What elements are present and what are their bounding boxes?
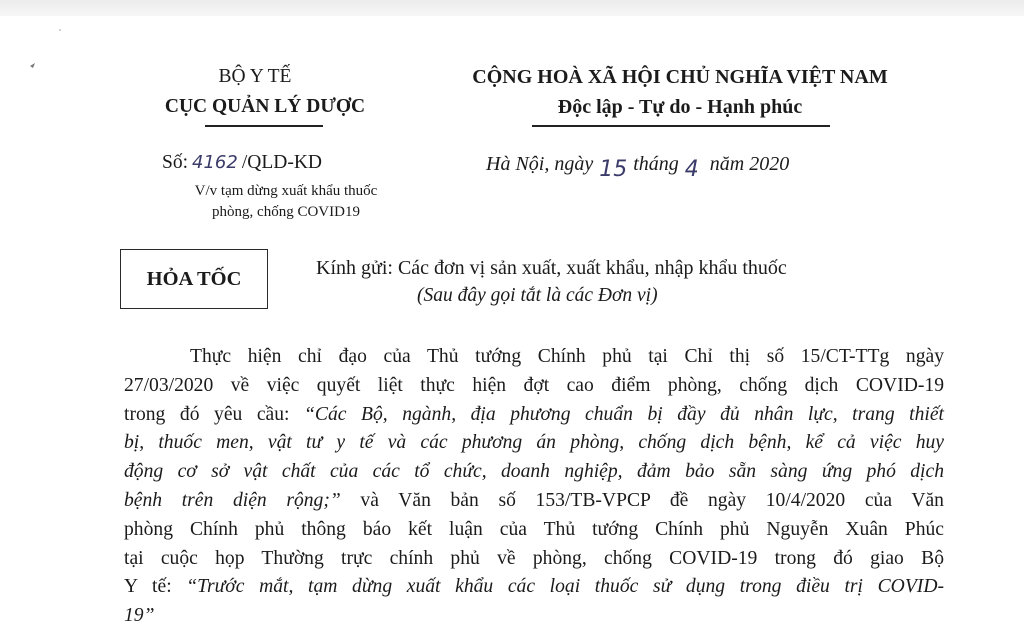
month-label: tháng <box>633 153 679 175</box>
body-line-start: Y tế: <box>124 576 187 598</box>
recipient-line: Kính gửi: Các đơn vị sản xuất, xuất khẩu, nhập khẩu thuốc <box>316 257 787 279</box>
handwritten-month: 4 <box>684 157 699 182</box>
country-name: CỘNG HOÀ XÃ HỘI CHỦ NGHĨA VIỆT NAM <box>472 66 888 88</box>
body-paragraph <box>124 343 944 631</box>
body-line-quote: “Trước mắt, tạm dừng xuất khẩu các loại thuốc sử dụng trong điều trị COVID- <box>186 576 944 598</box>
body-line: Thực hiện chỉ đạo của Thủ tướng Chính phủ tại Chỉ thị số 15/CT-TTg ngày <box>190 346 944 367</box>
subject-line-2: phòng, chống COVID19 <box>212 204 360 220</box>
department-underline <box>205 125 323 127</box>
urgency-stamp: HỎA TỐC <box>120 249 268 309</box>
date-place: Hà Nội, ngày <box>486 153 594 175</box>
body-line-quote: bệnh trên diện rộng;” <box>124 489 341 511</box>
motto-underline <box>532 125 830 127</box>
recipient-note: (Sau đây gọi tắt là các Đơn vị) <box>417 285 658 306</box>
body-line: phòng Chính phủ thông báo kết luận của Thủ tướng Chính phủ Nguyễn Xuân Phúc <box>124 518 944 540</box>
scan-top-edge <box>0 0 1024 16</box>
body-line-quote: 19” <box>124 605 155 627</box>
body-line <box>124 458 944 487</box>
number-label: Số: <box>162 152 189 173</box>
department-name: CỤC QUẢN LÝ DƯỢC <box>164 96 366 117</box>
body-line <box>124 573 944 602</box>
scan-specks <box>0 0 80 80</box>
ministry-name: BỘ Y TẾ <box>218 66 292 87</box>
national-motto: Độc lập - Tự do - Hạnh phúc <box>557 96 803 118</box>
document-number <box>162 152 322 174</box>
body-line-quote: bị, thuốc men, vật tư y tế và các phương án phòng, chống dịch bệnh, kể cả việc huy <box>124 432 944 454</box>
handwritten-day: 15 <box>599 157 628 182</box>
body-line <box>124 487 944 516</box>
body-line-quote: động cơ sở vật chất của các tổ chức, doanh nghiệp, đảm bảo sẵn sàng ứng phó dịch <box>124 461 944 483</box>
body-line-start: trong đó yêu cầu: <box>124 403 305 425</box>
year-value: 2020 <box>749 153 790 175</box>
number-code: /QLD-KD <box>241 152 322 173</box>
body-line <box>124 401 944 430</box>
body-line <box>124 429 944 458</box>
body-line <box>124 602 944 631</box>
body-line: 27/03/2020 về việc quyết liệt thực hiện đợt cao điểm phòng, chống dịch COVID-19 <box>124 374 944 396</box>
handwritten-number: 4162 <box>192 152 238 173</box>
body-line-rest: và Văn bản số 153/TB-VPCP đề ngày 10/4/2020 của Văn <box>340 489 944 511</box>
document-subject <box>177 181 395 223</box>
body-line: tại cuộc họp Thường trực chính phủ về phòng, chống COVID-19 trong đó giao Bộ <box>124 547 944 569</box>
year-label: năm <box>709 153 745 175</box>
subject-line-1: V/v tạm dừng xuất khẩu thuốc <box>194 183 378 199</box>
body-line-quote: “Các Bộ, ngành, địa phương chuẩn bị đầy đủ nhân lực, trang thiết <box>304 403 944 425</box>
issue-date <box>486 151 790 182</box>
